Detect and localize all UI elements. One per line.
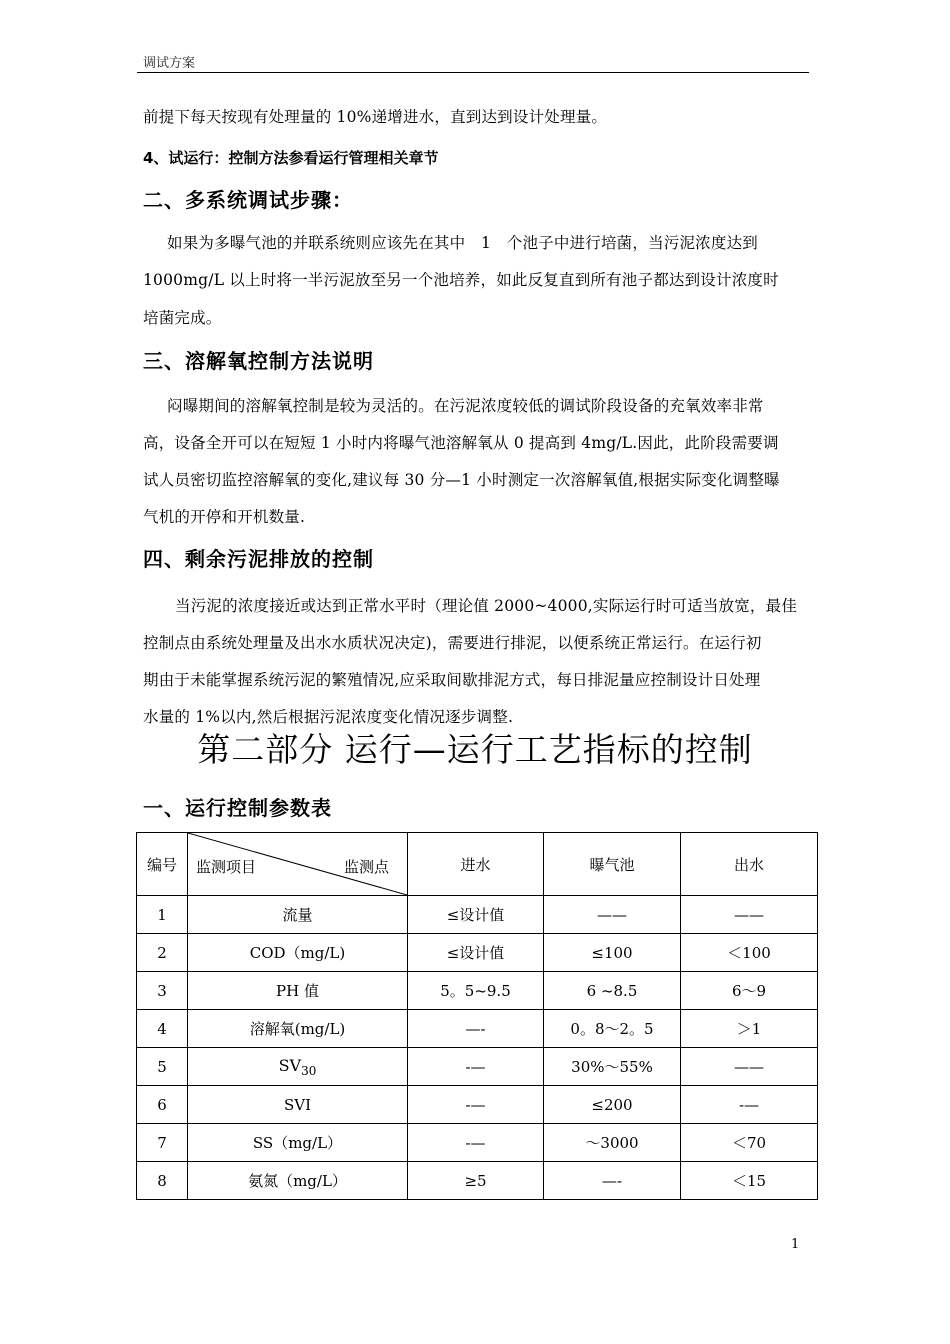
step-4-heading: 4、试运行：控制方法参看运行管理相关章节 bbox=[143, 149, 439, 167]
table-row bbox=[137, 1124, 818, 1162]
cell-num: 2 bbox=[137, 934, 188, 972]
header-point: 监测点 bbox=[343, 858, 389, 876]
cell-num: 5 bbox=[137, 1048, 188, 1086]
header-outlet: 出水 bbox=[681, 833, 818, 896]
intro-paragraph: 前提下每天按现有处理量的 10%递增进水，直到达到设计处理量。 bbox=[143, 108, 608, 126]
cell-aeration: ≤100 bbox=[544, 934, 681, 972]
section-2-line-1: 如果为多曝气池的并联系统则应该先在其中 1 个池子中进行培菌，当污泥浓度达到 bbox=[167, 234, 758, 252]
cell-aeration: —— bbox=[544, 896, 681, 934]
cell-inlet: —- bbox=[408, 1010, 544, 1048]
cell-num: 1 bbox=[137, 896, 188, 934]
table-row bbox=[137, 1010, 818, 1048]
cell-outlet: ＜70 bbox=[681, 1124, 818, 1162]
cell-aeration: 0。8～2。5 bbox=[544, 1010, 681, 1048]
cell-item: COD（mg/L) bbox=[188, 934, 408, 972]
table-row bbox=[137, 1048, 818, 1086]
cell-outlet: -— bbox=[681, 1086, 818, 1124]
section-2-line-3: 培菌完成。 bbox=[143, 309, 222, 327]
document-page: 调试方案 前提下每天按现有处理量的 10%递增进水，直到达到设计处理量。 4、试运行：控制方法参看运行管理相关章节 二、多系统调试步骤： 如果为多曝气池的并联系统则应该先在其中 1 个池子中进行培菌，当污泥浓度达到 1000mg/L 以上时将一半污泥放至另一个池培养，如此反复直到所有池子都达到设计浓度时 培菌完成。 三、溶解氧控制方法说明 闷曝期间的溶解氧控制是较为灵活的。在污泥浓度较低的调试阶段设备的充氧效率非常 高，设备全开可以在短短 1 小时内将曝气池溶解氧从 0 提高到 4mg/L.因此，此阶段需要调 试人员密切监控溶解氧的变化,建议每 30 分—1 小时测定一次溶解氧值,根据实际变化调整曝 气机的开停和开机数量. 四、剩余污泥排放的控制 当污泥的浓度接近或达到正常水平时（理论值 2000~4000,实际运行时可适当放宽，最佳 控制点由系统处理量及出水水质状况决定)，需要进行排泥，以便系统正常运行。在运行初 期由于未能掌握系统污泥的繁殖情况,应采取间歇排泥方式，每日排泥量应控制设计日处理 水量的 1%以内,然后根据污泥浓度变化情况逐步调整. 第二部分 运行—运行工艺指标的控制 一、运行控制参数表 编号 监测项目 监测点 进水 曝气池 出水 1 流量 ≤设计值 —— —— 2 COD（mg/L) ≤设计值 ≤100 ＜100 3 PH 值 5。5~9.5 6 ~8.5 6～9 4 溶解氧(mg/L) —- 0。8～2。5 ＞1 5 $SV_{30}$ -— 30%～55% —— 6 SVI -— ≤200 -— 7 SS（mg/L） -— ～3000 ＜70 8 氨氮（mg/L） ≥5 —- ＜15 1 bbox=[0, 0, 950, 1344]
cell-outlet: ＞1 bbox=[681, 1010, 818, 1048]
section-4-heading: 四、剩余污泥排放的控制 bbox=[143, 547, 374, 571]
cell-item: $SV_{30}$ bbox=[188, 1048, 408, 1086]
cell-inlet: ≤设计值 bbox=[408, 896, 544, 934]
running-header: 调试方案 bbox=[143, 56, 196, 71]
header-item-point bbox=[188, 833, 408, 896]
cell-item: 流量 bbox=[188, 896, 408, 934]
cell-aeration: —- bbox=[544, 1162, 681, 1200]
section-3-line-4: 气机的开停和开机数量. bbox=[143, 508, 306, 526]
cell-num: 3 bbox=[137, 972, 188, 1010]
cell-item: SVI bbox=[188, 1086, 408, 1124]
section-3-heading: 三、溶解氧控制方法说明 bbox=[143, 349, 374, 373]
cell-outlet: ＜100 bbox=[681, 934, 818, 972]
table-row bbox=[137, 896, 818, 934]
table-section-heading: 一、运行控制参数表 bbox=[143, 796, 332, 820]
cell-item: SS（mg/L） bbox=[188, 1124, 408, 1162]
cell-aeration: 30%～55% bbox=[544, 1048, 681, 1086]
subscript: 30 bbox=[301, 1063, 317, 1078]
cell-num: 8 bbox=[137, 1162, 188, 1200]
part-2-title: 第二部分 运行—运行工艺指标的控制 bbox=[197, 730, 753, 769]
header-rule bbox=[137, 72, 809, 73]
cell-inlet: -— bbox=[408, 1124, 544, 1162]
section-4-line-1: 当污泥的浓度接近或达到正常水平时（理论值 2000~4000,实际运行时可适当放宽，最佳 bbox=[175, 597, 798, 615]
cell-outlet: 6～9 bbox=[681, 972, 818, 1010]
section-2-heading: 二、多系统调试步骤： bbox=[143, 188, 353, 212]
section-3-line-2: 高，设备全开可以在短短 1 小时内将曝气池溶解氧从 0 提高到 4mg/L.因此，此阶段需要调 bbox=[143, 434, 779, 452]
table-row bbox=[137, 972, 818, 1010]
table-header-row bbox=[137, 833, 818, 896]
section-4-line-4: 水量的 1%以内,然后根据污泥浓度变化情况逐步调整. bbox=[143, 708, 514, 726]
cell-outlet: —— bbox=[681, 896, 818, 934]
cell-outlet: —— bbox=[681, 1048, 818, 1086]
cell-aeration: 6 ~8.5 bbox=[544, 972, 681, 1010]
cell-inlet: 5。5~9.5 bbox=[408, 972, 544, 1010]
cell-num: 6 bbox=[137, 1086, 188, 1124]
cell-inlet: ≤设计值 bbox=[408, 934, 544, 972]
section-2-line-2: 1000mg/L 以上时将一半污泥放至另一个池培养，如此反复直到所有池子都达到设计浓度时 bbox=[143, 271, 779, 289]
cell-num: 4 bbox=[137, 1010, 188, 1048]
cell-num: 7 bbox=[137, 1124, 188, 1162]
header-num: 编号 bbox=[137, 833, 188, 896]
cell-aeration: ≤200 bbox=[544, 1086, 681, 1124]
table-row bbox=[137, 1162, 818, 1200]
control-parameters-table bbox=[136, 832, 818, 1200]
cell-item: 溶解氧(mg/L) bbox=[188, 1010, 408, 1048]
section-4-line-3: 期由于未能掌握系统污泥的繁殖情况,应采取间歇排泥方式，每日排泥量应控制设计日处理 bbox=[143, 671, 761, 689]
table-row bbox=[137, 1086, 818, 1124]
table-row bbox=[137, 934, 818, 972]
cell-inlet: -— bbox=[408, 1048, 544, 1086]
section-3-line-1: 闷曝期间的溶解氧控制是较为灵活的。在污泥浓度较低的调试阶段设备的充氧效率非常 bbox=[167, 397, 764, 415]
cell-inlet: -— bbox=[408, 1086, 544, 1124]
cell-outlet: ＜15 bbox=[681, 1162, 818, 1200]
cell-aeration: ～3000 bbox=[544, 1124, 681, 1162]
header-item: 监测项目 bbox=[196, 858, 257, 876]
cell-item: PH 值 bbox=[188, 972, 408, 1010]
section-4-line-2: 控制点由系统处理量及出水水质状况决定)，需要进行排泥，以便系统正常运行。在运行初 bbox=[143, 634, 762, 652]
header-aeration: 曝气池 bbox=[544, 833, 681, 896]
cell-inlet: ≥5 bbox=[408, 1162, 544, 1200]
header-inlet: 进水 bbox=[408, 833, 544, 896]
section-3-line-3: 试人员密切监控溶解氧的变化,建议每 30 分—1 小时测定一次溶解氧值,根据实际变化调整曝 bbox=[143, 471, 780, 489]
cell-item: 氨氮（mg/L） bbox=[188, 1162, 408, 1200]
